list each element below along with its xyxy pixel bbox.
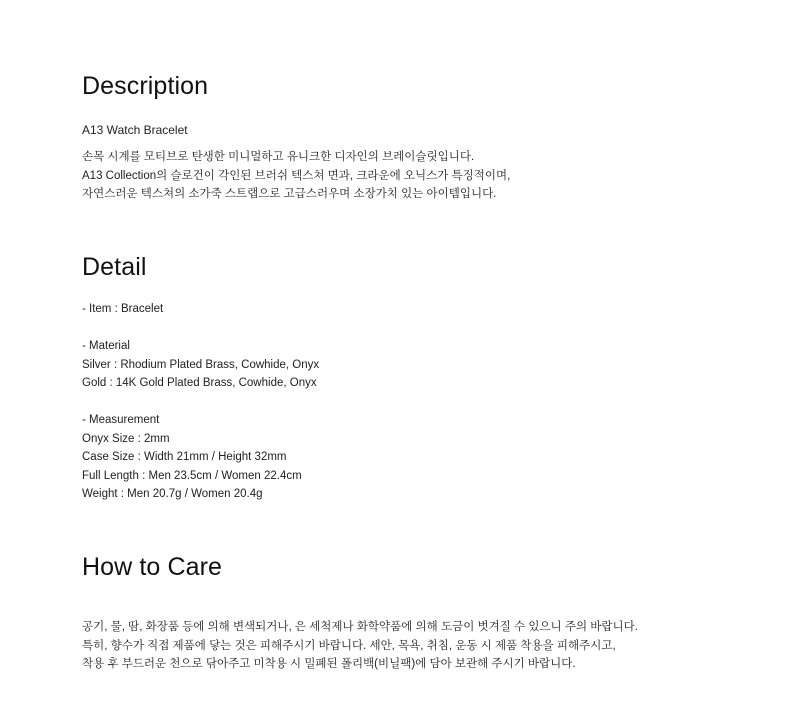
spacer — [82, 319, 319, 338]
detail-heading: Detail — [82, 253, 147, 281]
full-length: Full Length : Men 23.5cm / Women 22.4cm — [82, 469, 302, 482]
care-heading: How to Care — [82, 553, 223, 581]
care-line: 특히, 향수가 직접 제품에 닿는 것은 피해주시기 바랍니다. 세안, 목욕, 취침, 운동 시 제품 착용을 피해주시고, — [82, 639, 616, 652]
weight: Weight : Men 20.7g / Women 20.4g — [82, 488, 263, 500]
care-line: 공기, 물, 땀, 화장품 등에 의해 변색되거나, 은 세척제나 화학약품에 의해 도금이 벗겨질 수 있으니 주의 바랍니다. — [82, 621, 638, 633]
description-line: 자연스러운 텍스쳐의 소가죽 스트랩으로 고급스러우며 소장가치 있는 아이템입니다. — [82, 188, 497, 200]
care-line: 착용 후 부드러운 천으로 닦아주고 미착용 시 밀폐된 폴리백(비닐팩)에 담아 보관해 주시기 바랍니다. — [82, 658, 576, 670]
description-text — [82, 148, 510, 204]
onyx-size: Onyx Size : 2mm — [82, 432, 170, 445]
case-size: Case Size : Width 21mm / Height 32mm — [82, 451, 287, 463]
material-label: - Material — [82, 340, 130, 352]
description-line: A13 Collection의 슬로건이 각인된 브러쉬 텍스쳐 면과, 크라운에 오닉스가 특징적이며, — [82, 169, 511, 182]
measurement-label: - Measurement — [82, 414, 160, 426]
material-silver: Silver : Rhodium Plated Brass, Cowhide, Onyx — [82, 358, 320, 371]
detail-item: - Item : Bracelet — [82, 303, 164, 315]
description-line: 손목 시계를 모티브로 탄생한 미니멀하고 유니크한 디자인의 브레이슬릿입니다. — [82, 151, 475, 163]
description-heading: Description — [82, 72, 209, 100]
material-gold: Gold : 14K Gold Plated Brass, Cowhide, Onyx — [82, 377, 317, 389]
spacer — [82, 393, 319, 412]
care-text — [82, 618, 638, 674]
detail-list — [82, 300, 319, 504]
product-name: A13 Watch Bracelet — [82, 123, 188, 137]
